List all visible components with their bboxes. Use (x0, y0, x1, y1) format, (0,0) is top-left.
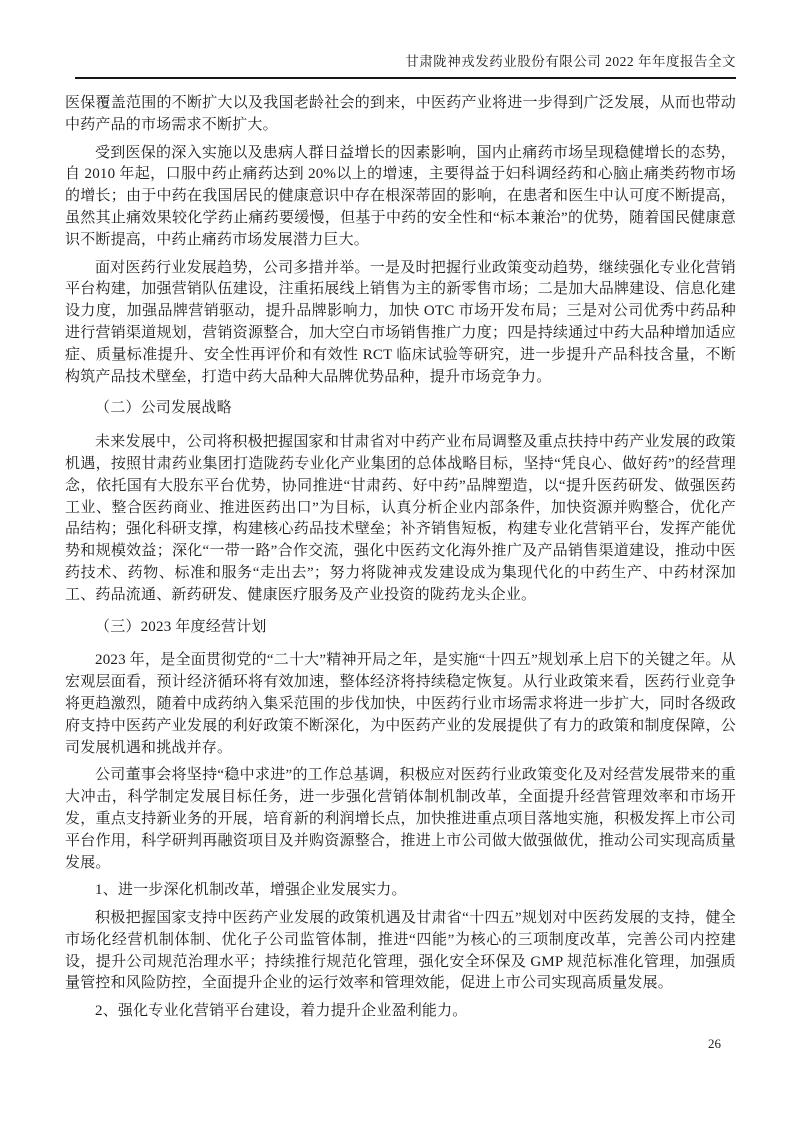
section-heading-company-strategy: （二）公司发展战略 (95, 400, 232, 417)
numbered-item-2-marketing-platform: 2、强化专业化营销平台建设，着力提升企业盈利能力。 (95, 1003, 468, 1020)
paragraph-painkiller-market: 受到医保的深入实施以及患病人群日益增长的因素影响，国内止痛药市场呈现稳健增长的态势，自 2010 年起，口服中药止痛药达到 20%以上的增速，主要得益于妇科调经药和心脑止痛类药物市场的增长；由于中药在我国居民的健康意识中存在根深蒂固的影响，在患者和医生中认可度不断提高，虽然其止痛效果较化学药止痛药要缓慢，但基于中药的安全性和“标本兼治”的优势，随着国民健康意识不断提高，中药止痛药市场发展潜力巨大。 (65, 144, 736, 248)
section-heading-2023-plan: （三）2023 年度经营计划 (95, 618, 267, 635)
paragraph-2023-outlook: 2023 年，是全面贯彻党的“二十大”精神开局之年，是实施“十四五”规划承上启下的关键之年。从宏观层面看，预计经济循环将有效加速，整体经济将持续稳定恢复。从行业政策来看，医药行业竞争将更趋激烈，随着中成药纳入集采范围的步伐加快，中医药行业市场需求将进一步扩大，同时各级政府支持中医药产业发展的利好政策不断深化，为中医药产业的发展提供了有力的政策和制度保障，公司发展机遇和挑战并存。 (65, 652, 736, 756)
page-number: 26 (708, 1036, 721, 1051)
document-body (65, 93, 736, 1029)
numbered-item-1-mechanism-reform: 1、进一步深化机制改革，增强企业发展实力。 (95, 882, 407, 899)
report-title: 甘肃陇神戎发药业股份有限公司 2022 年年度报告全文 (405, 54, 736, 69)
paragraph-future-development: 未来发展中，公司将积极把握国家和甘肃省对中药产业布局调整及重点扶持中药产业发展的政策机遇，按照甘肃药业集团打造陇药专业化产业集团的总体战略目标，坚持“凭良心、做好药”的经营理念，依托国有大股东平台优势，协同推进“甘肃药、好中药”品牌塑造，以“提升医药研发、做强医药工业、整合医药商业、推进医药出口”为目标，认真分析企业内部条件，加快资源并购整合，优化产品结构；强化科研支撑，构建核心药品技术壁垒；补齐销售短板，构建专业化营销平台，发挥产能优势和规模效益；深化“一带一路”合作交流，强化中医药文化海外推广及产品销售渠道建设，推动中医药技术、药物、标准和服务“走出去”；努力将陇神戎发建设成为集现代化的中药生产、中药材深加工、药品流通、新药研发、健康医疗服务及产业投资的陇药龙头企业。 (65, 434, 736, 603)
paragraph-board-keynote: 公司董事会将坚持“稳中求进”的工作总基调，积极应对医药行业政策变化及对经营发展带来的重大冲击，科学制定发展目标任务，进一步强化营销体制机制改革，全面提升经营管理效率和市场开发，重点支持新业务的开展，培育新的利润增长点，加快推进重点项目落地实施，积极发挥上市公司平台作用，科学研判再融资项目及并购资源整合，推进上市公司做大做强做优，推动公司实现高质量发展。 (65, 767, 736, 871)
paragraph-mechanism-reform-detail: 积极把握国家支持中医药产业发展的政策机遇及甘肃省“十四五”规划对中医药发展的支持，健全市场化经营机制体制、优化子公司监管体制，推进“四能”为核心的三项制度改革，完善公司内控建设，提升公司规范治理水平；持续推行规范化管理，强化安全环保及 GMP 规范标准化管理，加强质量管控和风险防控，全面提升企业的运行效率和管理效能，促进上市公司实现高质量发展。 (65, 910, 736, 992)
paragraph-medical-insurance-expansion: 医保覆盖范围的不断扩大以及我国老龄社会的到来，中医药产业将进一步得到广泛发展，从而也带动中药产品的市场需求不断扩大。 (65, 95, 736, 133)
page-header (75, 50, 736, 79)
paragraph-company-measures: 面对医药行业发展趋势，公司多措并举。一是及时把握行业政策变动趋势，继续强化专业化营销平台构建，加强营销队伍建设，注重拓展线上销售为主的新零售市场；二是加大品牌建设、信息化建设力度，加强品牌营销驱动，提升品牌影响力，加快 OTC 市场开发布局；三是对公司优秀中药品种进行营销渠道规划，营销资源整合，加大空白市场销售推广力度；四是持续通过中药大品种增加适应症、质量标准提升、安全性再评价和有效性 RCT 临床试验等研究，进一步提升产品科技含量，不断构筑产品技术壁垒，打造中药大品种大品牌优势品种，提升市场竞争力。 (65, 259, 736, 385)
